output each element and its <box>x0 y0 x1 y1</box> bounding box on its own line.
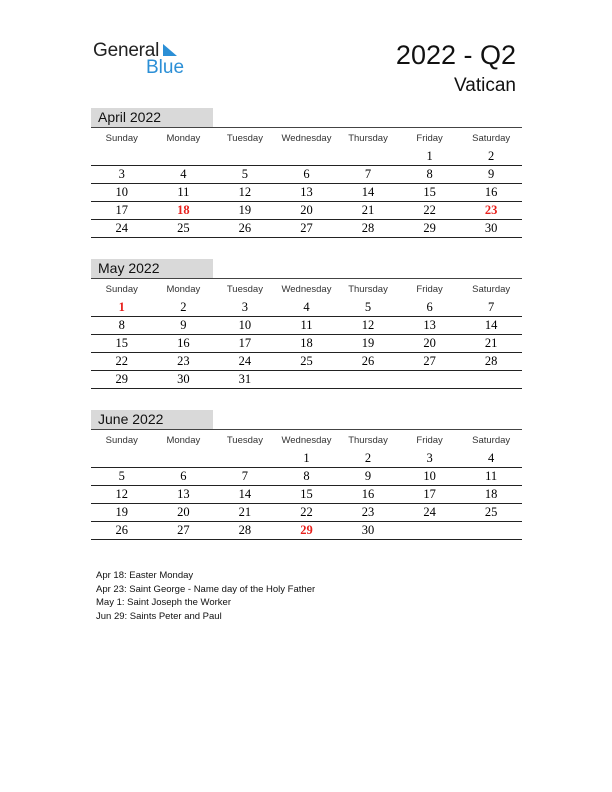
day-cell: 20 <box>423 336 436 350</box>
country-name: Vatican <box>454 75 516 96</box>
day-cell: 6 <box>180 469 187 483</box>
weekday-label: Tuesday <box>226 435 263 446</box>
day-cell <box>91 450 153 467</box>
day-cell: 2 <box>364 451 372 465</box>
day-cell: 22 <box>423 203 436 217</box>
day-cell: 17 <box>238 336 252 350</box>
day-cell: 4 <box>488 451 495 465</box>
day-cell: 21 <box>484 336 498 350</box>
day-cell: 19 <box>115 505 129 519</box>
day-cell: 20 <box>300 203 313 217</box>
day-cell <box>91 148 153 165</box>
day-cell <box>276 371 338 388</box>
month-calendar-june <box>91 410 522 540</box>
day-cell <box>399 371 461 388</box>
day-cell: 30 <box>484 221 498 235</box>
day-cell: 17 <box>115 203 129 217</box>
weekday-label: Sunday <box>105 435 138 446</box>
holiday-day-cell: 18 <box>177 203 190 217</box>
day-cell: 1 <box>303 451 310 465</box>
day-cell: 18 <box>484 487 498 501</box>
holiday-day-cell: 1 <box>118 300 125 314</box>
month-calendar-may <box>91 259 522 389</box>
day-cell: 6 <box>426 300 433 314</box>
day-cell: 27 <box>423 354 436 368</box>
month-name: June 2022 <box>91 410 213 429</box>
day-cell: 15 <box>115 336 129 350</box>
day-cell: 10 <box>238 318 252 332</box>
day-cell: 3 <box>118 167 125 181</box>
weekday-label: Sunday <box>105 133 138 144</box>
day-cell: 21 <box>361 203 375 217</box>
day-cell: 28 <box>238 523 252 537</box>
week-row <box>91 148 522 166</box>
day-cell: 16 <box>361 487 375 501</box>
day-cell <box>276 148 338 165</box>
weekday-header-row <box>91 278 522 299</box>
day-cell: 22 <box>115 354 129 368</box>
day-cell: 13 <box>300 185 313 199</box>
weekday-label: Saturday <box>472 133 511 144</box>
holiday-notes <box>96 569 315 624</box>
holiday-note: Jun 29: Saints Peter and Paul <box>96 611 222 623</box>
week-row <box>91 184 522 202</box>
logo-text-general: General <box>93 40 160 61</box>
day-cell: 15 <box>300 487 313 501</box>
day-cell: 8 <box>118 318 125 332</box>
weekday-label: Thursday <box>348 133 388 144</box>
day-cell: 1 <box>426 149 433 163</box>
day-cell: 28 <box>484 354 498 368</box>
day-cell: 11 <box>485 469 498 483</box>
week-row <box>91 220 522 238</box>
weekday-header-row <box>91 127 522 148</box>
day-cell: 12 <box>361 318 375 332</box>
day-cell: 14 <box>361 185 375 199</box>
logo-text-blue: Blue <box>146 57 185 78</box>
day-cell: 22 <box>300 505 313 519</box>
weekday-label: Tuesday <box>226 284 263 295</box>
day-cell: 9 <box>488 167 495 181</box>
day-cell: 7 <box>364 167 372 181</box>
day-cell: 23 <box>177 354 190 368</box>
day-cell: 29 <box>115 372 129 386</box>
day-cell <box>153 450 215 467</box>
week-row <box>91 468 522 486</box>
day-cell <box>214 148 276 165</box>
weekday-label: Tuesday <box>226 133 263 144</box>
day-cell: 13 <box>177 487 190 501</box>
page-title: 2022 - Q2 <box>395 40 516 70</box>
day-cell: 27 <box>177 523 190 537</box>
day-cell <box>337 148 399 165</box>
day-cell: 3 <box>241 300 249 314</box>
week-row <box>91 166 522 184</box>
day-cell: 24 <box>238 354 252 368</box>
day-cell <box>399 522 461 539</box>
weekday-label: Thursday <box>348 284 388 295</box>
weekday-label: Monday <box>166 284 201 295</box>
day-cell: 23 <box>361 505 375 519</box>
day-cell: 11 <box>177 185 190 199</box>
day-cell: 27 <box>300 221 313 235</box>
day-cell: 3 <box>426 451 433 465</box>
day-cell: 16 <box>484 185 498 199</box>
weekday-label: Wednesday <box>281 133 332 144</box>
day-cell <box>153 148 215 165</box>
day-cell: 17 <box>423 487 436 501</box>
day-cell: 26 <box>361 354 375 368</box>
day-cell: 11 <box>300 318 313 332</box>
day-cell: 16 <box>177 336 190 350</box>
day-cell: 30 <box>177 372 190 386</box>
day-cell: 24 <box>423 505 436 519</box>
brand-logo <box>93 40 193 80</box>
day-cell: 13 <box>423 318 436 332</box>
day-cell: 2 <box>488 149 495 163</box>
day-cell: 25 <box>300 354 313 368</box>
weekday-label: Monday <box>166 435 201 446</box>
day-cell: 25 <box>177 221 190 235</box>
week-row <box>91 317 522 335</box>
day-cell: 21 <box>238 505 252 519</box>
week-row <box>91 353 522 371</box>
week-row <box>91 486 522 504</box>
day-cell: 5 <box>118 469 125 483</box>
day-cell <box>337 371 399 388</box>
day-cell: 7 <box>488 300 495 314</box>
day-cell: 26 <box>115 523 129 537</box>
weekday-label: Friday <box>416 133 443 144</box>
holiday-note: Apr 18: Easter Monday <box>96 570 194 581</box>
day-cell: 7 <box>241 469 249 483</box>
day-cell: 8 <box>426 167 433 181</box>
week-row <box>91 504 522 522</box>
weekday-label: Thursday <box>348 435 388 446</box>
weekday-label: Saturday <box>472 284 511 295</box>
day-cell: 29 <box>423 221 436 235</box>
day-cell: 4 <box>303 300 310 314</box>
day-cell <box>460 522 522 539</box>
day-cell: 5 <box>364 300 372 314</box>
day-cell: 12 <box>238 185 252 199</box>
weekday-label: Friday <box>416 435 443 446</box>
holiday-note: Apr 23: Saint George - Name day of the Holy Father <box>96 583 316 595</box>
day-cell: 10 <box>423 469 436 483</box>
weekday-label: Wednesday <box>281 435 332 446</box>
day-cell <box>460 371 522 388</box>
day-cell: 18 <box>300 336 313 350</box>
day-cell: 31 <box>238 372 252 386</box>
month-name: April 2022 <box>91 108 213 127</box>
week-row <box>91 335 522 353</box>
day-cell: 5 <box>241 167 249 181</box>
weekday-label: Monday <box>166 133 201 144</box>
week-row <box>91 371 522 389</box>
day-cell: 4 <box>180 167 187 181</box>
day-cell <box>214 450 276 467</box>
week-row <box>91 299 522 317</box>
week-row <box>91 202 522 220</box>
weekday-header-row <box>91 429 522 450</box>
day-cell: 9 <box>364 469 372 483</box>
day-cell: 2 <box>180 300 187 314</box>
day-cell: 10 <box>115 185 129 199</box>
holiday-day-cell: 29 <box>300 523 313 537</box>
week-row <box>91 450 522 468</box>
day-cell: 14 <box>238 487 252 501</box>
day-cell: 12 <box>115 487 129 501</box>
logo-flag-icon <box>163 44 177 56</box>
day-cell: 15 <box>423 185 436 199</box>
day-cell: 8 <box>303 469 310 483</box>
day-cell: 26 <box>238 221 252 235</box>
holiday-note: May 1: Saint Joseph the Worker <box>96 597 231 609</box>
weekday-label: Wednesday <box>281 284 332 295</box>
day-cell: 14 <box>484 318 498 332</box>
day-cell: 30 <box>361 523 375 537</box>
day-cell: 9 <box>180 318 187 332</box>
day-cell: 19 <box>238 203 252 217</box>
day-cell: 25 <box>484 505 498 519</box>
week-row <box>91 522 522 540</box>
month-name: May 2022 <box>91 259 213 278</box>
weekday-label: Sunday <box>105 284 138 295</box>
weekday-label: Friday <box>416 284 443 295</box>
month-calendar-april <box>91 108 522 238</box>
day-cell: 19 <box>361 336 375 350</box>
day-cell: 6 <box>303 167 310 181</box>
holiday-day-cell: 23 <box>484 203 498 217</box>
day-cell: 28 <box>361 221 375 235</box>
day-cell: 24 <box>115 221 129 235</box>
day-cell: 20 <box>177 505 190 519</box>
weekday-label: Saturday <box>472 435 511 446</box>
